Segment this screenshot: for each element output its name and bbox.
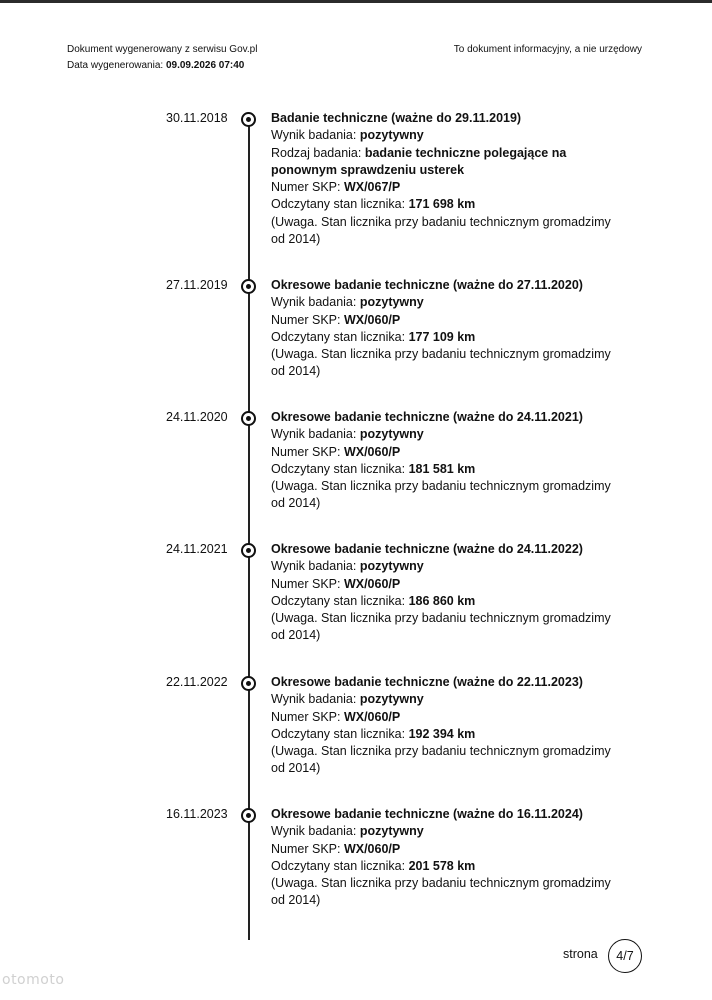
inspection-date: 27.11.2019 bbox=[166, 278, 228, 292]
skp-line bbox=[271, 312, 616, 329]
odometer-label: Odczytany stan licznika: bbox=[271, 461, 406, 476]
inspection-date: 24.11.2021 bbox=[166, 542, 228, 556]
odometer-value: 181 581 km bbox=[408, 461, 476, 476]
timeline-marker-icon bbox=[241, 279, 256, 294]
skp-line bbox=[271, 444, 616, 461]
result-line bbox=[271, 294, 616, 311]
odometer-label: Odczytany stan licznika: bbox=[271, 726, 406, 741]
skp-label: Numer SKP: bbox=[271, 444, 341, 459]
result-line bbox=[271, 558, 616, 575]
odometer-note: (Uwaga. Stan licznika przy badaniu technicznym gromadzimy od 2014) bbox=[271, 611, 611, 643]
result-line bbox=[271, 127, 616, 144]
timeline-marker-icon bbox=[241, 676, 256, 691]
skp-label: Numer SKP: bbox=[271, 841, 341, 856]
skp-value: WX/060/P bbox=[343, 576, 401, 591]
inspection-details bbox=[271, 110, 616, 248]
inspection-date: 22.11.2022 bbox=[166, 675, 228, 689]
skp-value: WX/060/P bbox=[343, 312, 401, 327]
result-value: pozytywny bbox=[359, 824, 424, 839]
inspection-title: Okresowe badanie techniczne (ważne do 22.11.2023) bbox=[271, 675, 583, 689]
inspection-title: Badanie techniczne (ważne do 29.11.2019) bbox=[271, 111, 522, 125]
skp-label: Numer SKP: bbox=[271, 576, 341, 591]
odometer-line bbox=[271, 461, 616, 478]
inspection-title: Okresowe badanie techniczne (ważne do 16.11.2024) bbox=[271, 807, 583, 821]
inspection-details bbox=[271, 674, 616, 778]
inspection-title: Okresowe badanie techniczne (ważne do 24.11.2022) bbox=[271, 542, 583, 556]
skp-line bbox=[271, 709, 616, 726]
result-label: Wynik badania: bbox=[271, 427, 357, 442]
top-border bbox=[0, 0, 712, 3]
result-value: pozytywny bbox=[359, 427, 424, 442]
odometer-note: (Uwaga. Stan licznika przy badaniu technicznym gromadzimy od 2014) bbox=[271, 876, 611, 908]
result-label: Wynik badania: bbox=[271, 824, 357, 839]
result-label: Wynik badania: bbox=[271, 559, 357, 574]
odometer-value: 201 578 km bbox=[408, 858, 476, 873]
odometer-line bbox=[271, 593, 616, 610]
skp-value: WX/060/P bbox=[343, 709, 401, 724]
inspection-title: Okresowe badanie techniczne (ważne do 27.11.2020) bbox=[271, 278, 583, 292]
inspection-title: Okresowe badanie techniczne (ważne do 24.11.2021) bbox=[271, 410, 583, 424]
skp-label: Numer SKP: bbox=[271, 709, 341, 724]
odometer-value: 171 698 km bbox=[408, 197, 476, 212]
inspection-details bbox=[271, 277, 616, 381]
type-label: Rodzaj badania: bbox=[271, 145, 362, 160]
source-label: Dokument wygenerowany z serwisu Gov.pl bbox=[67, 44, 258, 55]
generated-date-value: 09.09.2026 07:40 bbox=[165, 60, 245, 71]
result-label: Wynik badania: bbox=[271, 295, 357, 310]
odometer-note: (Uwaga. Stan licznika przy badaniu technicznym gromadzimy od 2014) bbox=[271, 744, 611, 776]
page-label: strona bbox=[563, 947, 598, 961]
odometer-label: Odczytany stan licznika: bbox=[271, 197, 406, 212]
document-header-left bbox=[67, 42, 257, 74]
skp-label: Numer SKP: bbox=[271, 180, 341, 195]
inspection-details bbox=[271, 806, 616, 910]
inspection-details bbox=[271, 409, 616, 513]
odometer-value: 186 860 km bbox=[408, 593, 476, 608]
type-line bbox=[271, 145, 616, 180]
result-value: pozytywny bbox=[359, 692, 424, 707]
skp-value: WX/060/P bbox=[343, 841, 401, 856]
odometer-note: (Uwaga. Stan licznika przy badaniu technicznym gromadzimy od 2014) bbox=[271, 479, 611, 511]
document-disclaimer: To dokument informacyjny, a nie urzędowy bbox=[453, 44, 642, 55]
timeline-marker-icon bbox=[241, 543, 256, 558]
result-line bbox=[271, 426, 616, 443]
odometer-line bbox=[271, 196, 616, 213]
type-value: badanie techniczne polegające na ponownym sprawdzeniu usterek bbox=[271, 145, 567, 177]
timeline-marker-icon bbox=[241, 808, 256, 823]
skp-line bbox=[271, 576, 616, 593]
generated-date-line bbox=[67, 58, 257, 74]
inspection-date: 30.11.2018 bbox=[166, 111, 228, 125]
watermark-logo: otomoto bbox=[2, 972, 65, 988]
timeline-marker-icon bbox=[241, 112, 256, 127]
result-value: pozytywny bbox=[359, 559, 424, 574]
inspection-details bbox=[271, 541, 616, 645]
result-value: pozytywny bbox=[359, 128, 424, 143]
odometer-line bbox=[271, 726, 616, 743]
odometer-label: Odczytany stan licznika: bbox=[271, 593, 406, 608]
page-number-badge: 4/7 bbox=[608, 939, 642, 973]
skp-value: WX/060/P bbox=[343, 444, 401, 459]
odometer-label: Odczytany stan licznika: bbox=[271, 329, 406, 344]
odometer-line bbox=[271, 329, 616, 346]
timeline-marker-icon bbox=[241, 411, 256, 426]
odometer-line bbox=[271, 858, 616, 875]
odometer-value: 192 394 km bbox=[408, 726, 476, 741]
odometer-value: 177 109 km bbox=[408, 329, 476, 344]
generated-date-label: Data wygenerowania: bbox=[67, 60, 164, 71]
inspection-date: 16.11.2023 bbox=[166, 807, 228, 821]
skp-line bbox=[271, 841, 616, 858]
result-label: Wynik badania: bbox=[271, 692, 357, 707]
inspection-date: 24.11.2020 bbox=[166, 410, 228, 424]
skp-line bbox=[271, 179, 616, 196]
result-line bbox=[271, 823, 616, 840]
skp-label: Numer SKP: bbox=[271, 312, 341, 327]
odometer-label: Odczytany stan licznika: bbox=[271, 858, 406, 873]
odometer-note: (Uwaga. Stan licznika przy badaniu technicznym gromadzimy od 2014) bbox=[271, 214, 611, 247]
result-value: pozytywny bbox=[359, 295, 424, 310]
odometer-note: (Uwaga. Stan licznika przy badaniu technicznym gromadzimy od 2014) bbox=[271, 347, 611, 379]
result-label: Wynik badania: bbox=[271, 128, 357, 143]
result-line bbox=[271, 691, 616, 708]
skp-value: WX/067/P bbox=[343, 180, 401, 195]
